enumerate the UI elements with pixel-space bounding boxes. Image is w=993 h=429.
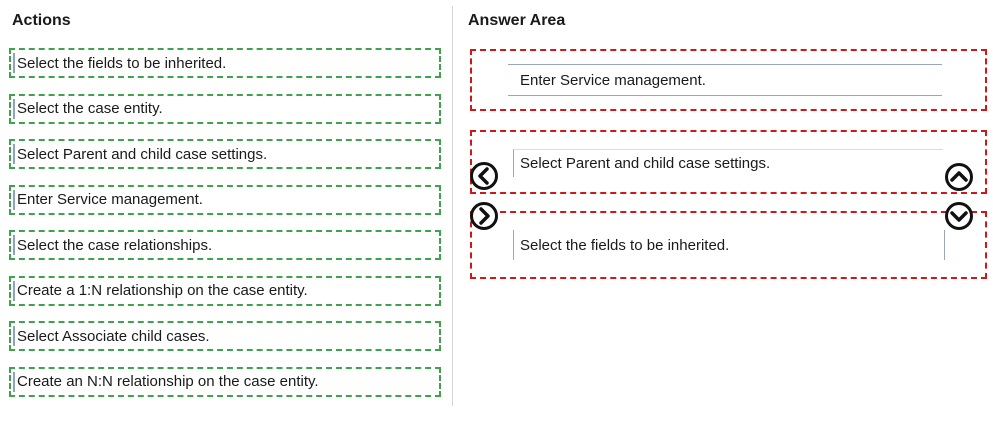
action-item[interactable] xyxy=(9,321,441,351)
action-item[interactable] xyxy=(9,139,441,169)
answer-item-label: Enter Service management. xyxy=(520,71,706,89)
move-down-button[interactable] xyxy=(944,201,974,231)
move-up-button[interactable] xyxy=(944,162,974,192)
answer-item-label: Select the fields to be inherited. xyxy=(520,236,730,254)
action-item-label: Create a 1:N relationship on the case entity. xyxy=(17,282,308,299)
action-item[interactable] xyxy=(9,94,441,124)
actions-list xyxy=(9,48,441,412)
chevron-right-circle-icon xyxy=(469,201,499,231)
panel-divider xyxy=(452,6,453,406)
actions-heading: Actions xyxy=(12,12,71,29)
answer-item-label: Select Parent and child case settings. xyxy=(520,155,771,172)
move-left-button[interactable] xyxy=(469,161,499,191)
action-item[interactable] xyxy=(9,185,441,215)
answer-area-heading: Answer Area xyxy=(468,12,566,29)
action-item-label: Select Associate child cases. xyxy=(17,327,210,345)
action-item[interactable] xyxy=(9,48,441,78)
answer-item-2[interactable] xyxy=(513,149,943,177)
action-item-label: Select Parent and child case settings. xyxy=(17,145,268,163)
action-item-label: Enter Service management. xyxy=(17,191,203,208)
chevron-down-circle-icon xyxy=(944,201,974,231)
action-item[interactable] xyxy=(9,276,441,306)
action-item-label: Select the case relationships. xyxy=(17,236,213,254)
action-item-label: Select the case entity. xyxy=(17,100,163,117)
chevron-left-circle-icon xyxy=(469,161,499,191)
action-item-label: Create an N:N relationship on the case entity. xyxy=(17,373,319,390)
move-right-button[interactable] xyxy=(469,201,499,231)
answer-item-1[interactable] xyxy=(508,64,942,96)
action-item[interactable] xyxy=(9,367,441,397)
chevron-up-circle-icon xyxy=(944,162,974,192)
action-item[interactable] xyxy=(9,230,441,260)
answer-item-3[interactable] xyxy=(513,230,945,260)
action-item-label: Select the fields to be inherited. xyxy=(17,54,227,72)
